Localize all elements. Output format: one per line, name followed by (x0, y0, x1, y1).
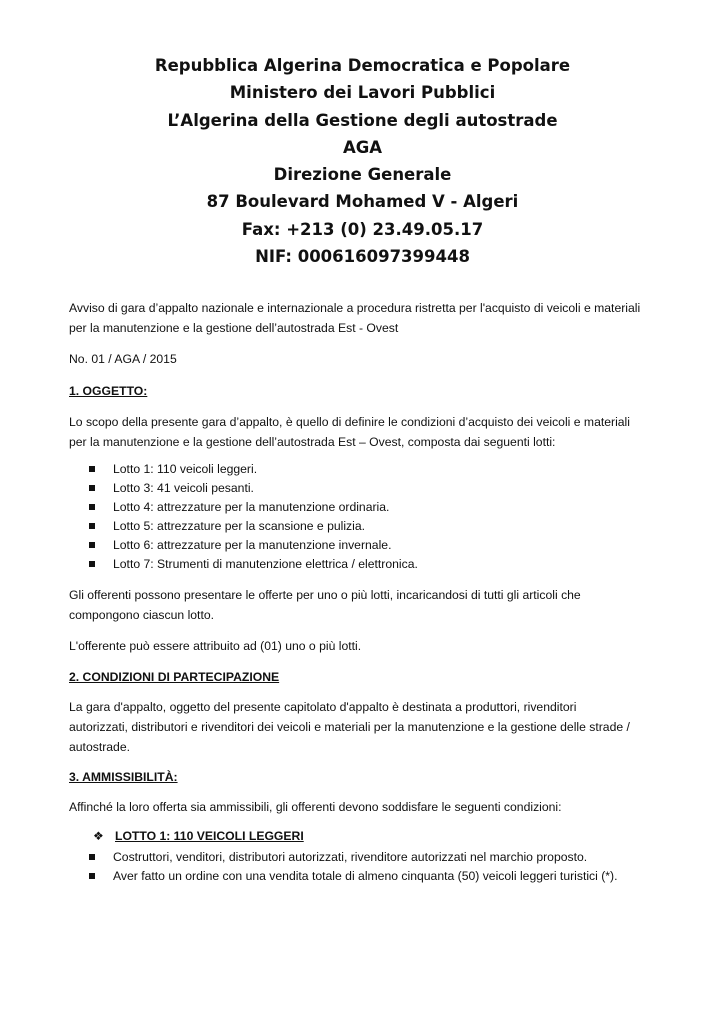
bullet-square-icon (89, 873, 95, 879)
lot-1-conditions-list (69, 848, 617, 886)
list-item (69, 867, 617, 886)
list-item (69, 498, 418, 517)
header-ministry: Ministero dei Lavori Pubblici (229, 83, 496, 103)
lot-label: Lotto 6: attrezzature per la manutenzione invernale. (113, 538, 392, 552)
list-item (69, 517, 418, 536)
notice-title-line-1: Avviso di gara d’appalto nazionale e internazionale a procedura ristretta per l'acquisto di veicoli e materiali (69, 301, 641, 315)
bullet-square-icon (89, 542, 95, 548)
lot-label: Lotto 4: attrezzature per la manutenzione ordinaria. (113, 500, 390, 514)
bullet-square-icon (89, 485, 95, 491)
section-1-intro-line-2: per la manutenzione e la gestione dell’autostrada Est – Ovest, composta dai seguenti lotti: (69, 435, 556, 449)
notice-title-line-2: per la manutenzione e la gestione dell’autostrada Est - Ovest (69, 321, 399, 335)
lot-1-heading (93, 826, 304, 846)
list-item (69, 479, 418, 498)
lot-label: Lotto 5: attrezzature per la scansione e pulizia. (113, 519, 366, 533)
attribution-note: L'offerente può essere attribuito ad (01) uno o più lotti. (69, 639, 362, 653)
section-1-intro-line-1: Lo scopo della presente gara d’appalto, è quello di definire le condizioni d’acquisto dei veicoli e materiali (69, 415, 630, 429)
header-country: Repubblica Algerina Democratica e Popolare (154, 56, 571, 75)
section-2-line-3: autostrade. (69, 740, 130, 754)
section-1-heading: 1. OGGETTO: (69, 384, 148, 398)
lots-list (69, 460, 418, 574)
bullet-square-icon (89, 466, 95, 472)
section-3-intro: Affinché la loro offerta sia ammissibili, gli offerenti devono soddisfare le seguenti condizioni: (69, 800, 562, 814)
bullet-square-icon (89, 854, 95, 860)
lot-label: Lotto 3: 41 veicoli pesanti. (113, 481, 254, 495)
list-item (69, 460, 418, 479)
lot-label: Lotto 1: 110 veicoli leggeri. (113, 462, 258, 476)
list-item (69, 555, 418, 574)
condition-label: Costruttori, venditori, distributori autorizzati, rivenditore autorizzati nel marchio proposto. (113, 850, 588, 864)
offer-note-line-2: compongono ciascun lotto. (69, 608, 214, 622)
list-item (69, 536, 418, 555)
lot-label: Lotto 7: Strumenti di manutenzione elettrica / elettronica. (113, 557, 418, 571)
bullet-square-icon (89, 504, 95, 510)
header-address: 87 Boulevard Mohamed V - Algeri (206, 192, 519, 212)
section-3-heading: 3. AMMISSIBILITÀ: (69, 770, 178, 784)
section-2-line-1: La gara d'appalto, oggetto del presente capitolato d'appalto è destinata a produttori, rivenditori (69, 700, 577, 714)
diamond-bullet-icon: ❖ (93, 829, 104, 843)
header-fax: Fax: +213 (0) 23.49.05.17 (241, 219, 484, 239)
lot-1-title: LOTTO 1: 110 VEICOLI LEGGERI (115, 829, 304, 843)
notice-reference: No. 01 / AGA / 2015 (69, 352, 177, 366)
header-nif: NIF: 000616097399448 (255, 247, 470, 267)
section-2-line-2: autorizzati, distributori e rivenditori dei veicoli e materiali per la manutenzione e la gestione delle strade / (69, 720, 630, 734)
header-agency: L’Algerina della Gestione degli autostrade (167, 110, 558, 130)
bullet-square-icon (89, 523, 95, 529)
list-item (69, 848, 617, 867)
offer-note-line-1: Gli offerenti possono presentare le offerte per uno o più lotti, incaricandosi di tutti gli articoli che (69, 588, 581, 602)
header-acronym: AGA (342, 137, 383, 157)
bullet-square-icon (89, 561, 95, 567)
condition-label: Aver fatto un ordine con una vendita totale di almeno cinquanta (50) veicoli leggeri turistici (*). (113, 869, 618, 883)
document-header (0, 52, 725, 270)
header-direction: Direzione Generale (273, 165, 452, 185)
section-2-heading: 2. CONDIZIONI DI PARTECIPAZIONE (69, 670, 280, 684)
